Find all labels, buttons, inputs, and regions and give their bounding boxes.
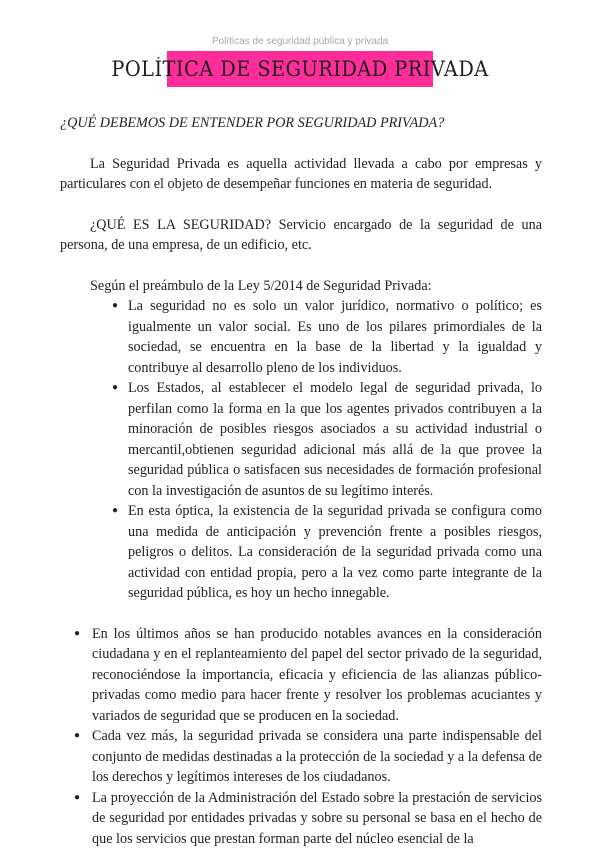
list-item [60,501,542,604]
bullet-icon: ● [112,501,118,522]
list-item [60,624,542,727]
list-item-text: En los últimos años se han producido notables avances en la consideración ciudadana y en el replanteamiento del papel del sector privado de la seguridad, reconociéndose la importancia, eficacia y eficiencia de las alianzas público-privadas como medio para hacer frente y resolver los problemas acuciantes y variados de seguridad que se producen en la sociedad. [92,626,542,724]
bullet-icon: ● [74,624,80,645]
document-title: POLÍTICA DE SEGURIDAD PRIVADA [111,57,488,81]
list-item-text: Los Estados, al establecer el modelo legal de seguridad privada, lo perfilan como la forma en la que los agentes privados contribuyen a la minoración de posibles riesgos asociados a su actividad industrial o mercantil,obtienen seguridad adicional más allá de la que provee la seguridad pública o satisfacen sus necesidades de formación profesional con la investigación de asuntos de su legítimo interés. [128,380,542,499]
bullet-icon: ● [112,378,118,399]
bullet-icon: ● [112,296,118,317]
preamble-intro: Según el preámbulo de la Ley 5/2014 de Seguridad Privada: [90,276,542,297]
list-item [60,296,542,378]
main-points-list [60,624,542,849]
list-item [60,726,542,788]
list-item-text: La seguridad no es solo un valor jurídico, normativo o político; es igualmente un valor social. Es uno de los pilares primordiales de la sociedad, se encuentra en la base de la libertad y la igualdad y contribuye al desarrollo pleno de los individuos. [128,298,542,376]
paragraph-definition: La Seguridad Privada es aquella actividad llevada a cabo por empresas y particulares con el objeto de desempeñar funciones en materia de seguridad. [60,154,542,195]
section-question: ¿QUÉ DEBEMOS DE ENTENDER POR SEGURIDAD PRIVADA? [60,113,542,134]
bullet-icon: ● [74,788,80,809]
document-body [60,113,542,849]
list-item [60,788,542,849]
list-item-text: La proyección de la Administración del Estado sobre la prestación de servicios de seguridad por entidades privadas y sobre su personal se basa en el hecho de que los servicios que prestan forman parte del núcleo esencial de la [92,790,542,847]
list-item-text: En esta óptica, la existencia de la seguridad privada se configura como una medida de anticipación y prevención frente a posibles riesgos, peligros o delitos. La consideración de la seguridad privada como una actividad con entidad propia, pero a la vez como parte integrante de la seguridad pública, es hoy un hecho innegable. [128,503,542,601]
running-header: Políticas de seguridad pública y privada [0,36,600,47]
list-item [60,378,542,501]
title-banner [167,51,433,87]
list-item-text: Cada vez más, la seguridad privada se considera una parte indispensable del conjunto de medidas destinadas a la protección de la sociedad y a la defensa de los derechos y legítimos intereses de los ciudadanos. [92,728,542,785]
paragraph-what-is-security: ¿QUÉ ES LA SEGURIDAD? Servicio encargado de la seguridad de una persona, de una empresa, de un edificio, etc. [60,215,542,256]
bullet-icon: ● [74,726,80,747]
preamble-list [60,296,542,604]
